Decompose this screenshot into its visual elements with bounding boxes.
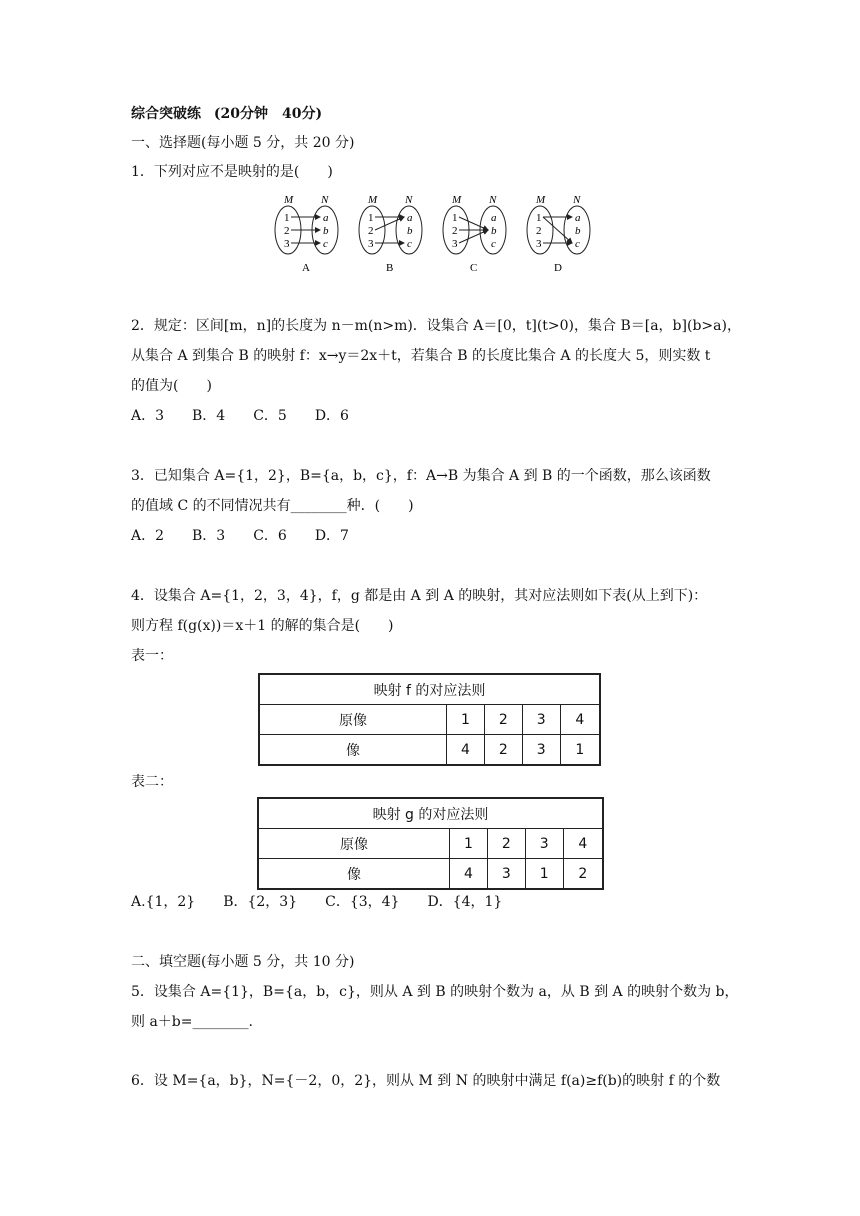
svg-text:c: c xyxy=(407,238,412,250)
question-5-line-1: 5．设集合 A={1}，B={a，b，c}，则从 A 到 B 的映射个数为 a，从 B 到 A 的映射个数为 b， xyxy=(131,984,739,1000)
question-4-line-2: 则方程 f(g(x))＝x＋1 的解的集合是( ) xyxy=(131,618,394,634)
question-4-options: A.{1，2} B．{2，3} C．{3，4} D．{4，1} xyxy=(131,894,503,910)
svg-text:a: a xyxy=(491,212,497,224)
svg-text:2: 2 xyxy=(284,225,290,237)
question-5-line-2: 则 a＋b=________. xyxy=(131,1014,253,1030)
mapping-diagrams xyxy=(272,193,592,283)
svg-text:c: c xyxy=(491,238,496,250)
table-caption: 映射 f 的对应法则 xyxy=(259,674,600,705)
option-label-d: D xyxy=(554,262,562,274)
question-3-options: A．2 B．3 C．6 D．7 xyxy=(131,528,349,544)
table-row: 像 4 3 1 2 xyxy=(258,859,603,890)
table-caption: 映射 g 的对应法则 xyxy=(258,798,603,829)
svg-text:b: b xyxy=(575,225,581,237)
option-label-a: A xyxy=(302,262,310,274)
svg-text:N: N xyxy=(405,194,413,206)
diagram-d xyxy=(527,194,590,274)
section-2-heading: 二、填空题(每小题 5 分，共 10 分) xyxy=(131,954,355,970)
diagram-b xyxy=(359,194,422,274)
question-2-line-1: 2．规定：区间[m，n]的长度为 n－m(n>m)．设集合 A＝[0，t](t>0)，集合 B＝[a，b](b>a)， xyxy=(131,318,741,334)
mapping-table-f xyxy=(258,673,601,766)
title-meta: (20分钟 40分) xyxy=(213,106,323,122)
question-2-line-3: 的值为( ) xyxy=(131,378,212,394)
label-m: M xyxy=(284,194,294,206)
svg-text:1: 1 xyxy=(368,212,374,224)
question-2-options: A．3 B．4 C．5 D．6 xyxy=(131,408,349,424)
svg-text:3: 3 xyxy=(536,238,542,250)
question-3-line-2: 的值域 C 的不同情况共有________种．( ) xyxy=(131,498,414,514)
svg-text:2: 2 xyxy=(368,225,374,237)
question-1-stem: 1．下列对应不是映射的是( ) xyxy=(131,164,333,180)
table-row: 像 4 2 3 1 xyxy=(259,735,600,766)
svg-text:a: a xyxy=(407,212,413,224)
svg-text:M: M xyxy=(452,194,462,206)
svg-text:1: 1 xyxy=(452,212,458,224)
svg-text:2: 2 xyxy=(452,225,458,237)
table-row: 原像 1 2 3 4 xyxy=(259,705,600,735)
question-3-line-1: 3．已知集合 A={1，2}，B={a，b，c}，f：A→B 为集合 A 到 B 的一个函数，那么该函数 xyxy=(131,468,711,484)
question-2-line-2: 从集合 A 到集合 B 的映射 f：x→y＝2x＋t，若集合 B 的长度比集合 A 的长度大 5，则实数 t xyxy=(131,348,711,364)
svg-text:1: 1 xyxy=(536,212,542,224)
section-title xyxy=(131,104,322,124)
svg-text:a: a xyxy=(575,212,581,224)
svg-text:N: N xyxy=(489,194,497,206)
svg-text:2: 2 xyxy=(536,225,542,237)
question-6-line-1: 6．设 M={a，b}，N={－2，0，2}，则从 M 到 N 的映射中满足 f(a)≥f(b)的映射 f 的个数 xyxy=(131,1073,721,1089)
svg-text:3: 3 xyxy=(368,238,374,250)
table-2-label: 表二： xyxy=(131,774,173,790)
option-label-c: C xyxy=(470,262,478,274)
table-row: 原像 1 2 3 4 xyxy=(258,829,603,859)
svg-text:c: c xyxy=(323,238,328,250)
svg-text:M: M xyxy=(536,194,546,206)
svg-text:N: N xyxy=(573,194,581,206)
svg-text:b: b xyxy=(407,225,413,237)
section-1-heading: 一、选择题(每小题 5 分，共 20 分) xyxy=(131,135,355,151)
svg-text:3: 3 xyxy=(284,238,290,250)
table-1-label: 表一： xyxy=(131,648,173,664)
question-4-line-1: 4．设集合 A={1，2，3，4}，f，g 都是由 A 到 A 的映射，其对应法则如下表(从上到下)： xyxy=(131,588,708,604)
diagram-c xyxy=(443,194,506,274)
svg-text:3: 3 xyxy=(452,238,458,250)
svg-text:a: a xyxy=(323,212,329,224)
svg-text:M: M xyxy=(368,194,378,206)
title-text: 综合突破练 xyxy=(131,106,201,122)
mapping-table-g xyxy=(257,797,604,890)
svg-text:b: b xyxy=(323,225,329,237)
svg-text:b: b xyxy=(491,225,497,237)
label-n: N xyxy=(321,194,329,206)
diagram-a xyxy=(275,194,338,274)
svg-text:1: 1 xyxy=(284,212,290,224)
svg-text:c: c xyxy=(575,238,580,250)
option-label-b: B xyxy=(386,262,394,274)
